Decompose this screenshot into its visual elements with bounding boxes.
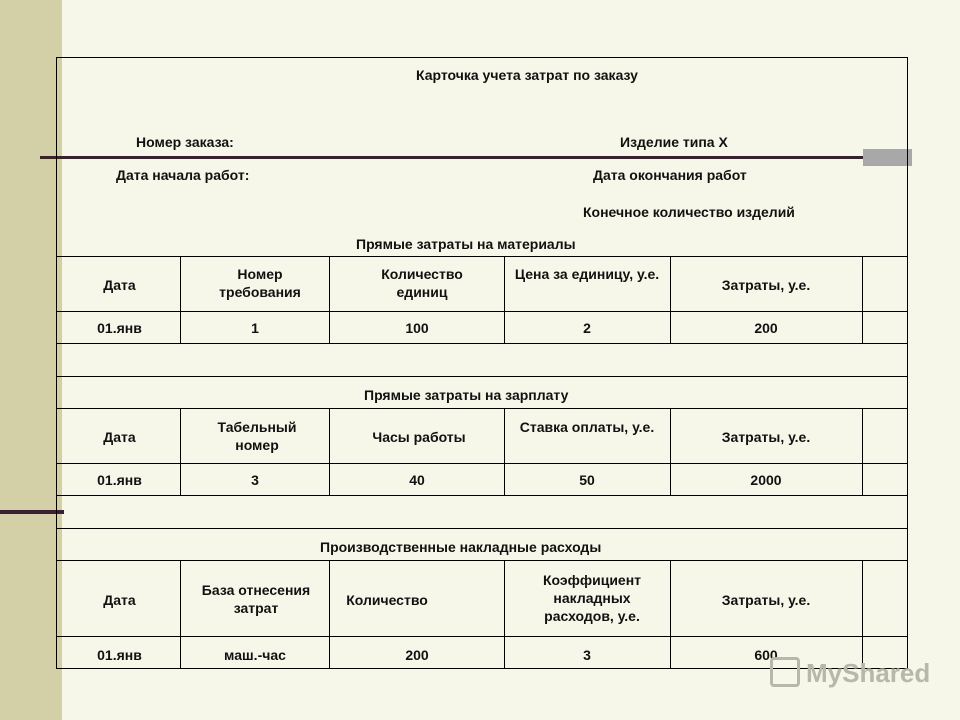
line-v <box>862 408 863 496</box>
header-cell: Табельный номер <box>217 419 297 453</box>
data-cell: 2000 <box>750 472 782 488</box>
data-cell: 2 <box>583 320 591 336</box>
data-cell: 100 <box>405 320 429 336</box>
order-number-label: Номер заказа: <box>136 134 234 150</box>
line-v <box>329 408 330 496</box>
line-v <box>329 256 330 344</box>
product-label: Изделие типа Х <box>620 134 728 150</box>
line-h <box>57 343 907 344</box>
data-cell: 01.янв <box>97 647 142 663</box>
line-h <box>57 495 907 496</box>
data-cell: 40 <box>409 472 425 488</box>
line-v <box>180 408 181 496</box>
data-cell: 50 <box>579 472 595 488</box>
cost-card <box>56 57 908 669</box>
data-cell: маш.-час <box>224 647 286 663</box>
header-cell: Коэффициент накладных расходов, у.е. <box>542 572 642 624</box>
data-cell: 3 <box>583 647 591 663</box>
line-v <box>504 256 505 344</box>
watermark-text: MyShared <box>806 658 931 688</box>
watermark <box>770 655 940 695</box>
header-cell: Часы работы <box>372 429 466 445</box>
left-decor-bar <box>0 0 62 720</box>
data-cell: 3 <box>251 472 259 488</box>
line-h <box>57 256 907 257</box>
labor-title: Прямые затраты на зарплату <box>364 387 569 403</box>
header-cell: Дата <box>103 277 136 293</box>
header-cell: Цена за единицу, у.е. <box>514 266 660 282</box>
data-cell: 200 <box>405 647 429 663</box>
data-cell: 01.янв <box>97 472 142 488</box>
data-cell: 200 <box>754 320 778 336</box>
line-v <box>329 560 330 669</box>
end-date-label: Дата окончания работ <box>593 167 747 183</box>
line-h <box>57 560 907 561</box>
header-cell: Дата <box>103 429 136 445</box>
line-h <box>57 408 907 409</box>
header-cell: Ставка оплаты, у.е. <box>519 419 655 435</box>
card-title: Карточка учета затрат по заказу <box>416 67 638 83</box>
line-v <box>504 408 505 496</box>
header-cell: Количество <box>346 592 428 608</box>
line-h <box>57 57 907 58</box>
data-cell: 1 <box>251 320 259 336</box>
overhead-title: Производственные накладные расходы <box>320 539 602 555</box>
data-cell: 600 <box>754 647 778 663</box>
line-h <box>57 463 907 464</box>
header-cell: Номер требования <box>219 266 301 300</box>
start-date-label: Дата начала работ: <box>116 167 250 183</box>
presentation-icon <box>770 657 800 687</box>
line-v <box>180 256 181 344</box>
line-h <box>57 528 907 529</box>
data-cell: 01.янв <box>97 320 142 336</box>
materials-title: Прямые затраты на материалы <box>356 236 576 252</box>
header-cell: Затраты, у.е. <box>721 429 811 445</box>
line-v <box>504 560 505 669</box>
header-cell: Затраты, у.е. <box>721 592 811 608</box>
line-h <box>57 636 907 637</box>
header-cell: Затраты, у.е. <box>721 277 811 293</box>
line-v <box>862 560 863 669</box>
header-cell: База отнесения затрат <box>201 582 311 616</box>
line-h <box>57 376 907 377</box>
header-cell: Дата <box>103 592 136 608</box>
decor-line-bottom <box>0 510 64 514</box>
line-h <box>57 311 907 312</box>
header-cell: Количество единиц <box>381 266 463 300</box>
line-v <box>180 560 181 669</box>
final-quantity-label: Конечное количество изделий <box>583 204 795 220</box>
line-v <box>862 256 863 344</box>
